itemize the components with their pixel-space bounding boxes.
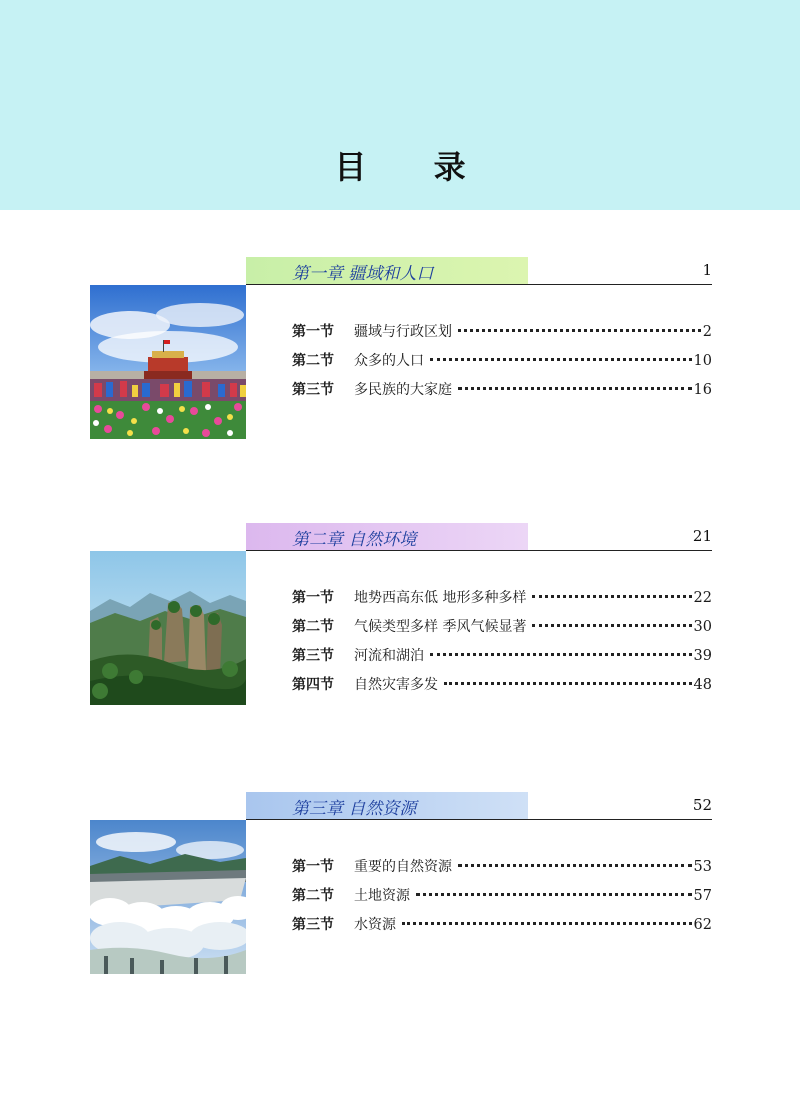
section-page: 16 [693,382,712,398]
chapter-rule [246,550,712,551]
chapter-title[interactable]: 第三章 自然资源 [292,799,417,819]
section-number: 第四节 [292,677,334,693]
chapter-banner [246,523,528,550]
chapter-page-number: 52 [692,796,712,814]
chapter-3 [0,792,800,982]
chapter-2 [0,523,800,713]
section-title: 河流和湖泊 [354,648,424,664]
chapter-title[interactable]: 第一章 疆域和人口 [292,264,434,284]
karst-mountains-photo [90,551,246,705]
section-number: 第三节 [292,382,334,398]
dot-leader [444,668,692,685]
section-page: 30 [693,619,712,635]
section-page: 2 [702,324,712,340]
section-page: 62 [693,917,712,933]
section-number: 第三节 [292,648,334,664]
section-title: 自然灾害多发 [354,677,438,693]
section-title: 多民族的大家庭 [354,382,452,398]
section-title: 众多的人口 [354,353,424,369]
section-title: 疆域与行政区划 [354,324,452,340]
section-number: 第一节 [292,324,334,340]
dot-leader [458,315,701,332]
section-page: 39 [693,648,712,664]
section-number: 第一节 [292,859,334,875]
toc-entry[interactable] [292,912,712,941]
dot-leader [458,850,692,867]
dot-leader [402,908,692,925]
section-page: 48 [693,677,712,693]
section-title: 气候类型多样 季风气候显著 [354,619,527,635]
section-number: 第三节 [292,917,334,933]
section-list [292,319,712,406]
section-page: 22 [693,590,712,606]
page-title: 目 录 [334,148,494,186]
section-number: 第二节 [292,353,334,369]
dot-leader [532,581,691,598]
chapter-page-number: 21 [692,527,712,545]
tiananmen-flowers-photo [90,285,246,439]
dot-leader [416,879,692,896]
section-number: 第二节 [292,619,334,635]
chapter-rule [246,819,712,820]
section-number: 第一节 [292,590,334,606]
chapter-title[interactable]: 第二章 自然环境 [292,530,417,550]
chapter-1 [0,257,800,447]
section-title: 重要的自然资源 [354,859,452,875]
section-title: 地势西高东低 地形多种多样 [354,590,527,606]
section-list [292,585,712,701]
section-page: 53 [693,859,712,875]
section-page: 57 [693,888,712,904]
toc-entry[interactable] [292,377,712,406]
section-title: 土地资源 [354,888,410,904]
dot-leader [532,610,691,627]
chapter-page-number: 1 [702,261,712,279]
dam-spillway-photo [90,820,246,974]
toc-entry[interactable] [292,672,712,701]
chapter-rule [246,284,712,285]
dot-leader [430,344,692,361]
section-page: 10 [693,353,712,369]
dot-leader [458,373,692,390]
section-number: 第二节 [292,888,334,904]
section-title: 水资源 [354,917,396,933]
chapter-banner [246,257,528,284]
dot-leader [430,639,692,656]
section-list [292,854,712,941]
chapter-banner [246,792,528,819]
